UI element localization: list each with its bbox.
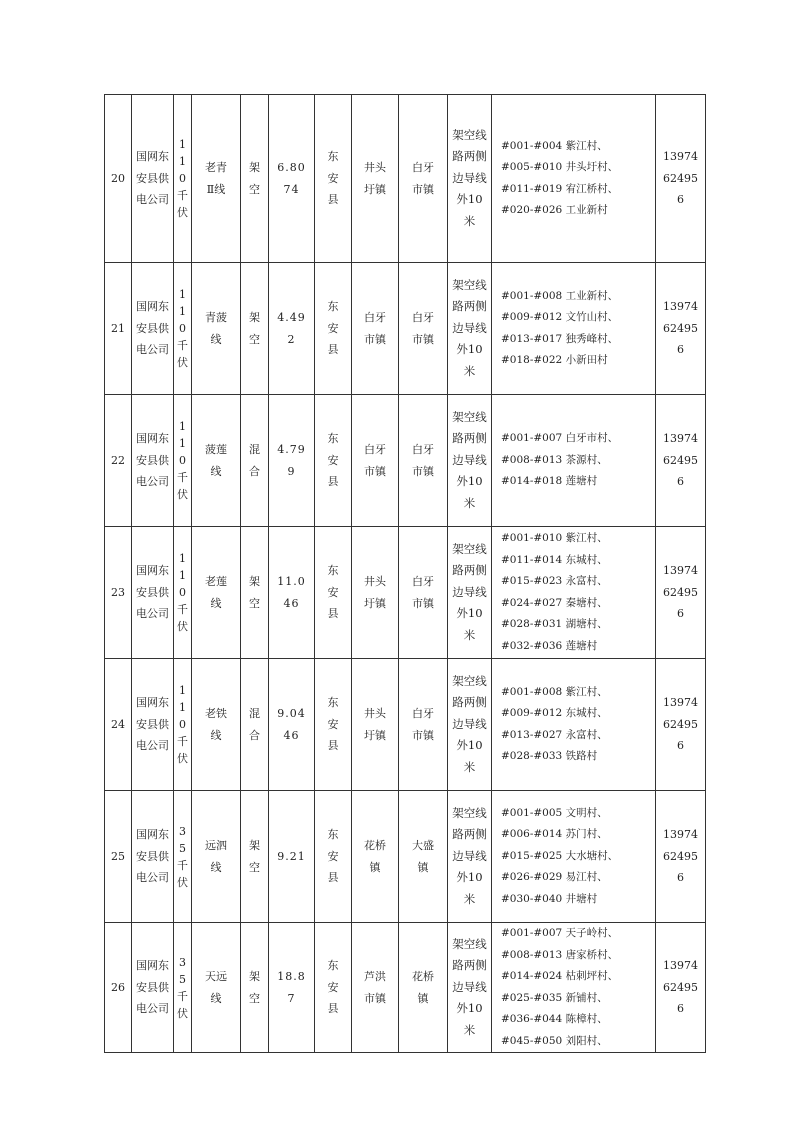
protection-range: 架空线路两侧边导线外10米 bbox=[448, 527, 492, 659]
village-segment: #014-#018 莲塘村 bbox=[501, 475, 598, 488]
village-segment: #008-#013 茶源村、 bbox=[501, 453, 608, 466]
protection-range: 架空线路两侧边导线外10米 bbox=[448, 95, 492, 263]
owner-unit: 国网东安县供电公司 bbox=[132, 791, 174, 923]
village-segment: #025-#035 新铺村、 bbox=[501, 991, 608, 1004]
line-type: 架空 bbox=[241, 791, 269, 923]
village-segment: #001-#005 文明村、 bbox=[501, 806, 608, 819]
end-town: 白牙市镇 bbox=[399, 263, 448, 395]
county: 东安县 bbox=[315, 527, 352, 659]
row-index: 20 bbox=[105, 95, 132, 263]
village-segment: #014-#024 枯刺坪村、 bbox=[501, 970, 619, 982]
table-row bbox=[105, 659, 706, 791]
village-segment: #008-#013 唐家桥村、 bbox=[501, 948, 619, 961]
contact-phone: 13974624956 bbox=[656, 263, 706, 395]
owner-unit: 国网东安县供电公司 bbox=[132, 395, 174, 527]
start-town: 井头圩镇 bbox=[352, 95, 399, 263]
line-length: 4.492 bbox=[269, 263, 315, 395]
voltage-level: 35千伏 bbox=[174, 791, 192, 923]
power-line-table bbox=[104, 94, 706, 1053]
county: 东安县 bbox=[315, 395, 352, 527]
end-town: 白牙市镇 bbox=[399, 527, 448, 659]
line-name: 老铁线 bbox=[192, 659, 241, 791]
start-town: 白牙市镇 bbox=[352, 395, 399, 527]
owner-unit: 国网东安县供电公司 bbox=[132, 923, 174, 1053]
line-type: 混合 bbox=[241, 659, 269, 791]
village-segment: #028-#031 湖塘村、 bbox=[501, 618, 608, 630]
end-town: 白牙市镇 bbox=[399, 95, 448, 263]
line-name: 青菠线 bbox=[192, 263, 241, 395]
county: 东安县 bbox=[315, 791, 352, 923]
village-segment: #013-#017 独秀峰村、 bbox=[501, 332, 619, 345]
village-segment: #030-#040 井塘村 bbox=[501, 892, 598, 905]
village-segment: #028-#033 铁路村 bbox=[501, 750, 598, 762]
tower-villages bbox=[492, 395, 656, 527]
line-length: 18.87 bbox=[269, 923, 315, 1053]
contact-phone: 13974624956 bbox=[656, 659, 706, 791]
row-index: 22 bbox=[105, 395, 132, 527]
village-segment: #001-#007 白牙市村、 bbox=[501, 432, 619, 445]
voltage-level: 35千伏 bbox=[174, 923, 192, 1053]
tower-villages bbox=[492, 263, 656, 395]
contact-phone: 13974624956 bbox=[656, 527, 706, 659]
line-type: 架空 bbox=[241, 923, 269, 1053]
protection-range: 架空线路两侧边导线外10米 bbox=[448, 923, 492, 1053]
voltage-level: 110千伏 bbox=[174, 95, 192, 263]
tower-villages bbox=[492, 923, 656, 1053]
protection-range: 架空线路两侧边导线外10米 bbox=[448, 791, 492, 923]
voltage-level: 110千伏 bbox=[174, 527, 192, 659]
village-segment: #009-#012 东城村、 bbox=[501, 707, 608, 719]
row-index: 23 bbox=[105, 527, 132, 659]
end-town: 白牙市镇 bbox=[399, 395, 448, 527]
line-name: 天远线 bbox=[192, 923, 241, 1053]
line-length: 9.21 bbox=[269, 791, 315, 923]
start-town: 花桥镇 bbox=[352, 791, 399, 923]
line-length: 6.8074 bbox=[269, 95, 315, 263]
table-row bbox=[105, 527, 706, 659]
start-town: 井头圩镇 bbox=[352, 659, 399, 791]
owner-unit: 国网东安县供电公司 bbox=[132, 527, 174, 659]
tower-villages bbox=[492, 659, 656, 791]
line-type: 架空 bbox=[241, 263, 269, 395]
row-index: 21 bbox=[105, 263, 132, 395]
voltage-level: 110千伏 bbox=[174, 263, 192, 395]
protection-range: 架空线路两侧边导线外10米 bbox=[448, 395, 492, 527]
line-length: 4.799 bbox=[269, 395, 315, 527]
contact-phone: 13974624956 bbox=[656, 923, 706, 1053]
protection-range: 架空线路两侧边导线外10米 bbox=[448, 263, 492, 395]
start-town: 白牙市镇 bbox=[352, 263, 399, 395]
village-segment: #036-#044 陈樟村、 bbox=[501, 1013, 608, 1025]
village-segment: #005-#010 井头圩村、 bbox=[501, 161, 619, 173]
county: 东安县 bbox=[315, 659, 352, 791]
row-index: 26 bbox=[105, 923, 132, 1053]
tower-villages bbox=[492, 95, 656, 263]
table-row bbox=[105, 791, 706, 923]
contact-phone: 13974624956 bbox=[656, 95, 706, 263]
table-row bbox=[105, 263, 706, 395]
owner-unit: 国网东安县供电公司 bbox=[132, 263, 174, 395]
village-segment: #045-#050 刘阳村、 bbox=[501, 1034, 608, 1047]
village-segment: #011-#014 东城村、 bbox=[501, 553, 608, 566]
line-type: 混合 bbox=[241, 395, 269, 527]
start-town: 芦洪市镇 bbox=[352, 923, 399, 1053]
protection-range: 架空线路两侧边导线外10米 bbox=[448, 659, 492, 791]
start-town: 井头圩镇 bbox=[352, 527, 399, 659]
county: 东安县 bbox=[315, 95, 352, 263]
line-name: 老莲线 bbox=[192, 527, 241, 659]
line-name: 菠莲线 bbox=[192, 395, 241, 527]
voltage-level: 110千伏 bbox=[174, 659, 192, 791]
contact-phone: 13974624956 bbox=[656, 395, 706, 527]
village-segment: #018-#022 小新田村 bbox=[501, 354, 608, 366]
village-segment: #001-#008 工业新村、 bbox=[501, 289, 619, 302]
row-index: 24 bbox=[105, 659, 132, 791]
village-segment: #001-#004 紫江村、 bbox=[501, 139, 608, 152]
line-name: 老青Ⅱ线 bbox=[192, 95, 241, 263]
contact-phone: 13974624956 bbox=[656, 791, 706, 923]
village-segment: #024-#027 秦塘村、 bbox=[501, 596, 608, 609]
village-segment: #015-#025 大水塘村、 bbox=[501, 849, 619, 862]
county: 东安县 bbox=[315, 263, 352, 395]
line-length: 9.0446 bbox=[269, 659, 315, 791]
village-segment: #001-#007 天子岭村、 bbox=[501, 927, 619, 939]
row-index: 25 bbox=[105, 791, 132, 923]
village-segment: #009-#012 文竹山村、 bbox=[501, 311, 619, 323]
tower-villages bbox=[492, 527, 656, 659]
village-segment: #001-#008 紫江村、 bbox=[501, 685, 608, 698]
table-row bbox=[105, 923, 706, 1053]
table-row bbox=[105, 95, 706, 263]
table-row bbox=[105, 395, 706, 527]
line-name: 远泗线 bbox=[192, 791, 241, 923]
village-segment: #032-#036 莲塘村 bbox=[501, 639, 598, 652]
line-length: 11.046 bbox=[269, 527, 315, 659]
table-body bbox=[105, 95, 706, 1053]
tower-villages bbox=[492, 791, 656, 923]
owner-unit: 国网东安县供电公司 bbox=[132, 95, 174, 263]
end-town: 花桥镇 bbox=[399, 923, 448, 1053]
end-town: 白牙市镇 bbox=[399, 659, 448, 791]
village-segment: #011-#019 宥江桥村、 bbox=[501, 182, 619, 195]
village-segment: #006-#014 苏门村、 bbox=[501, 828, 608, 841]
line-type: 架空 bbox=[241, 95, 269, 263]
voltage-level: 110千伏 bbox=[174, 395, 192, 527]
village-segment: #001-#010 紫江村、 bbox=[501, 532, 608, 544]
village-segment: #013-#027 永富村、 bbox=[501, 728, 608, 741]
owner-unit: 国网东安县供电公司 bbox=[132, 659, 174, 791]
village-segment: #026-#029 易江村、 bbox=[501, 871, 608, 884]
line-type: 架空 bbox=[241, 527, 269, 659]
village-segment: #020-#026 工业新村 bbox=[501, 204, 608, 216]
village-segment: #015-#023 永富村、 bbox=[501, 575, 608, 587]
end-town: 大盛镇 bbox=[399, 791, 448, 923]
county: 东安县 bbox=[315, 923, 352, 1053]
